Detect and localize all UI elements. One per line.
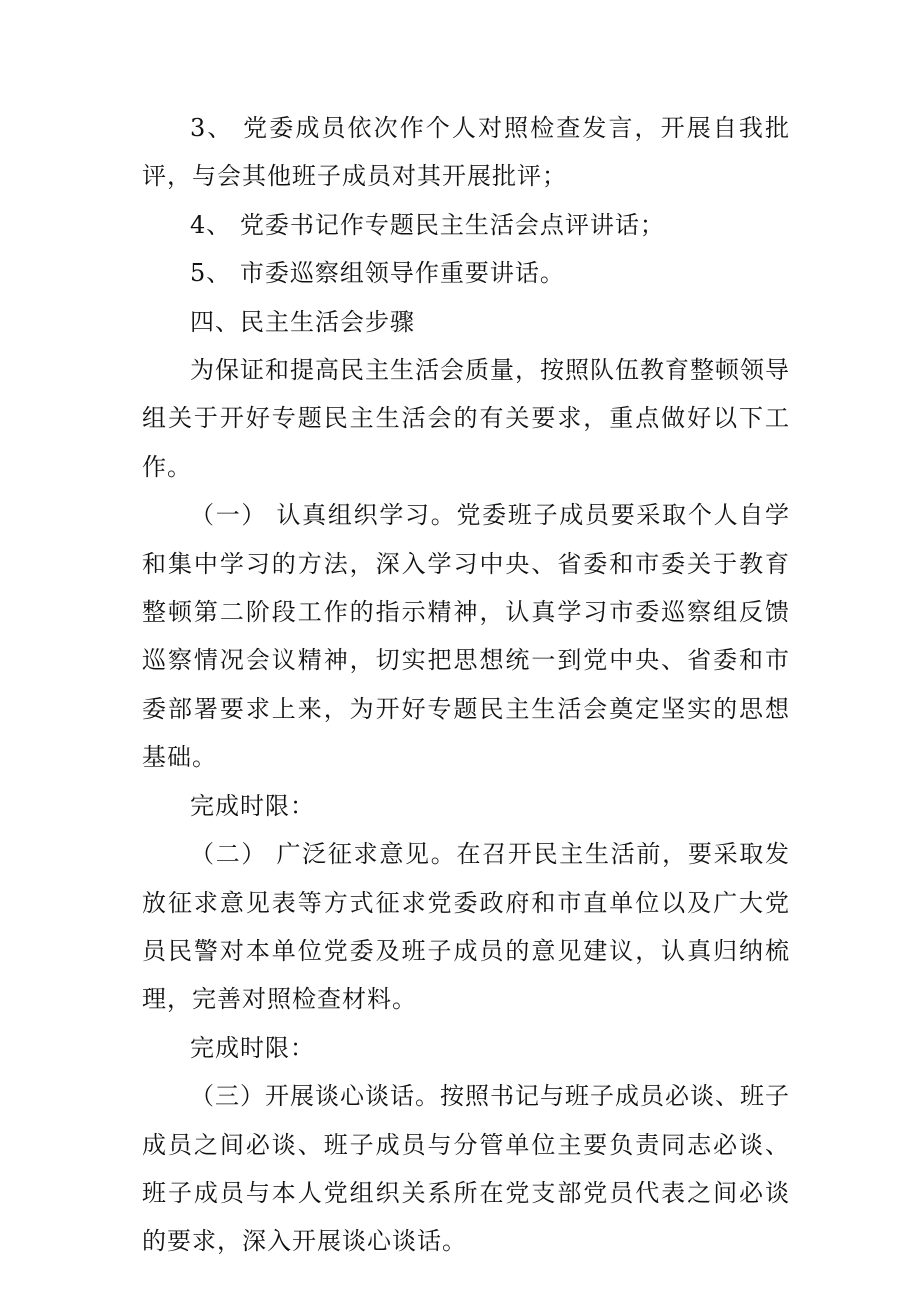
section-heading-steps: 四、民主生活会步骤 <box>190 307 415 336</box>
paragraph-opinions: （二） 广泛征求意见。在召开民主生活前，要采取发放征求意见表等方式征求党委政府和市直单位以及广大党员民警对本单位党委及班子成员的意见建议，认真归纳梳理，完善对照检查材料。 <box>142 840 790 1014</box>
paragraph-item-3: 3、 党委成员依次作个人对照检查发言，开展自我批评，与会其他班子成员对其开展批评； <box>142 114 790 191</box>
document-body <box>142 104 790 1266</box>
paragraph-study: （一） 认真组织学习。党委班子成员要采取个人自学和集中学习的方法，深入学习中央、省委和市委关于教育整顿第二阶段工作的指示精神，认真学习市委巡察组反馈巡察情况会议精神，切实把思想统一到党中央、省委和市委部署要求上来，为开好专题民主生活会奠定坚实的思想基础。 <box>142 501 790 772</box>
deadline-label-2: 完成时限： <box>190 1033 315 1062</box>
paragraph-intro: 为保证和提高民主生活会质量，按照队伍教育整顿领导组关于开好专题民主生活会的有关要求，重点做好以下工作。 <box>142 356 790 481</box>
paragraph-item-5: 5、 市委巡察组领导作重要讲话。 <box>190 259 565 288</box>
paragraph-item-4: 4、 党委书记作专题民主生活会点评讲话； <box>190 210 665 239</box>
deadline-label-1: 完成时限： <box>190 791 315 820</box>
paragraph-talks: （三）开展谈心谈话。按照书记与班子成员必谈、班子成员之间必谈、班子成员与分管单位主要负责同志必谈、班子成员与本人党组织关系所在党支部党员代表之间必谈的要求，深入开展谈心谈话。 <box>142 1082 790 1256</box>
